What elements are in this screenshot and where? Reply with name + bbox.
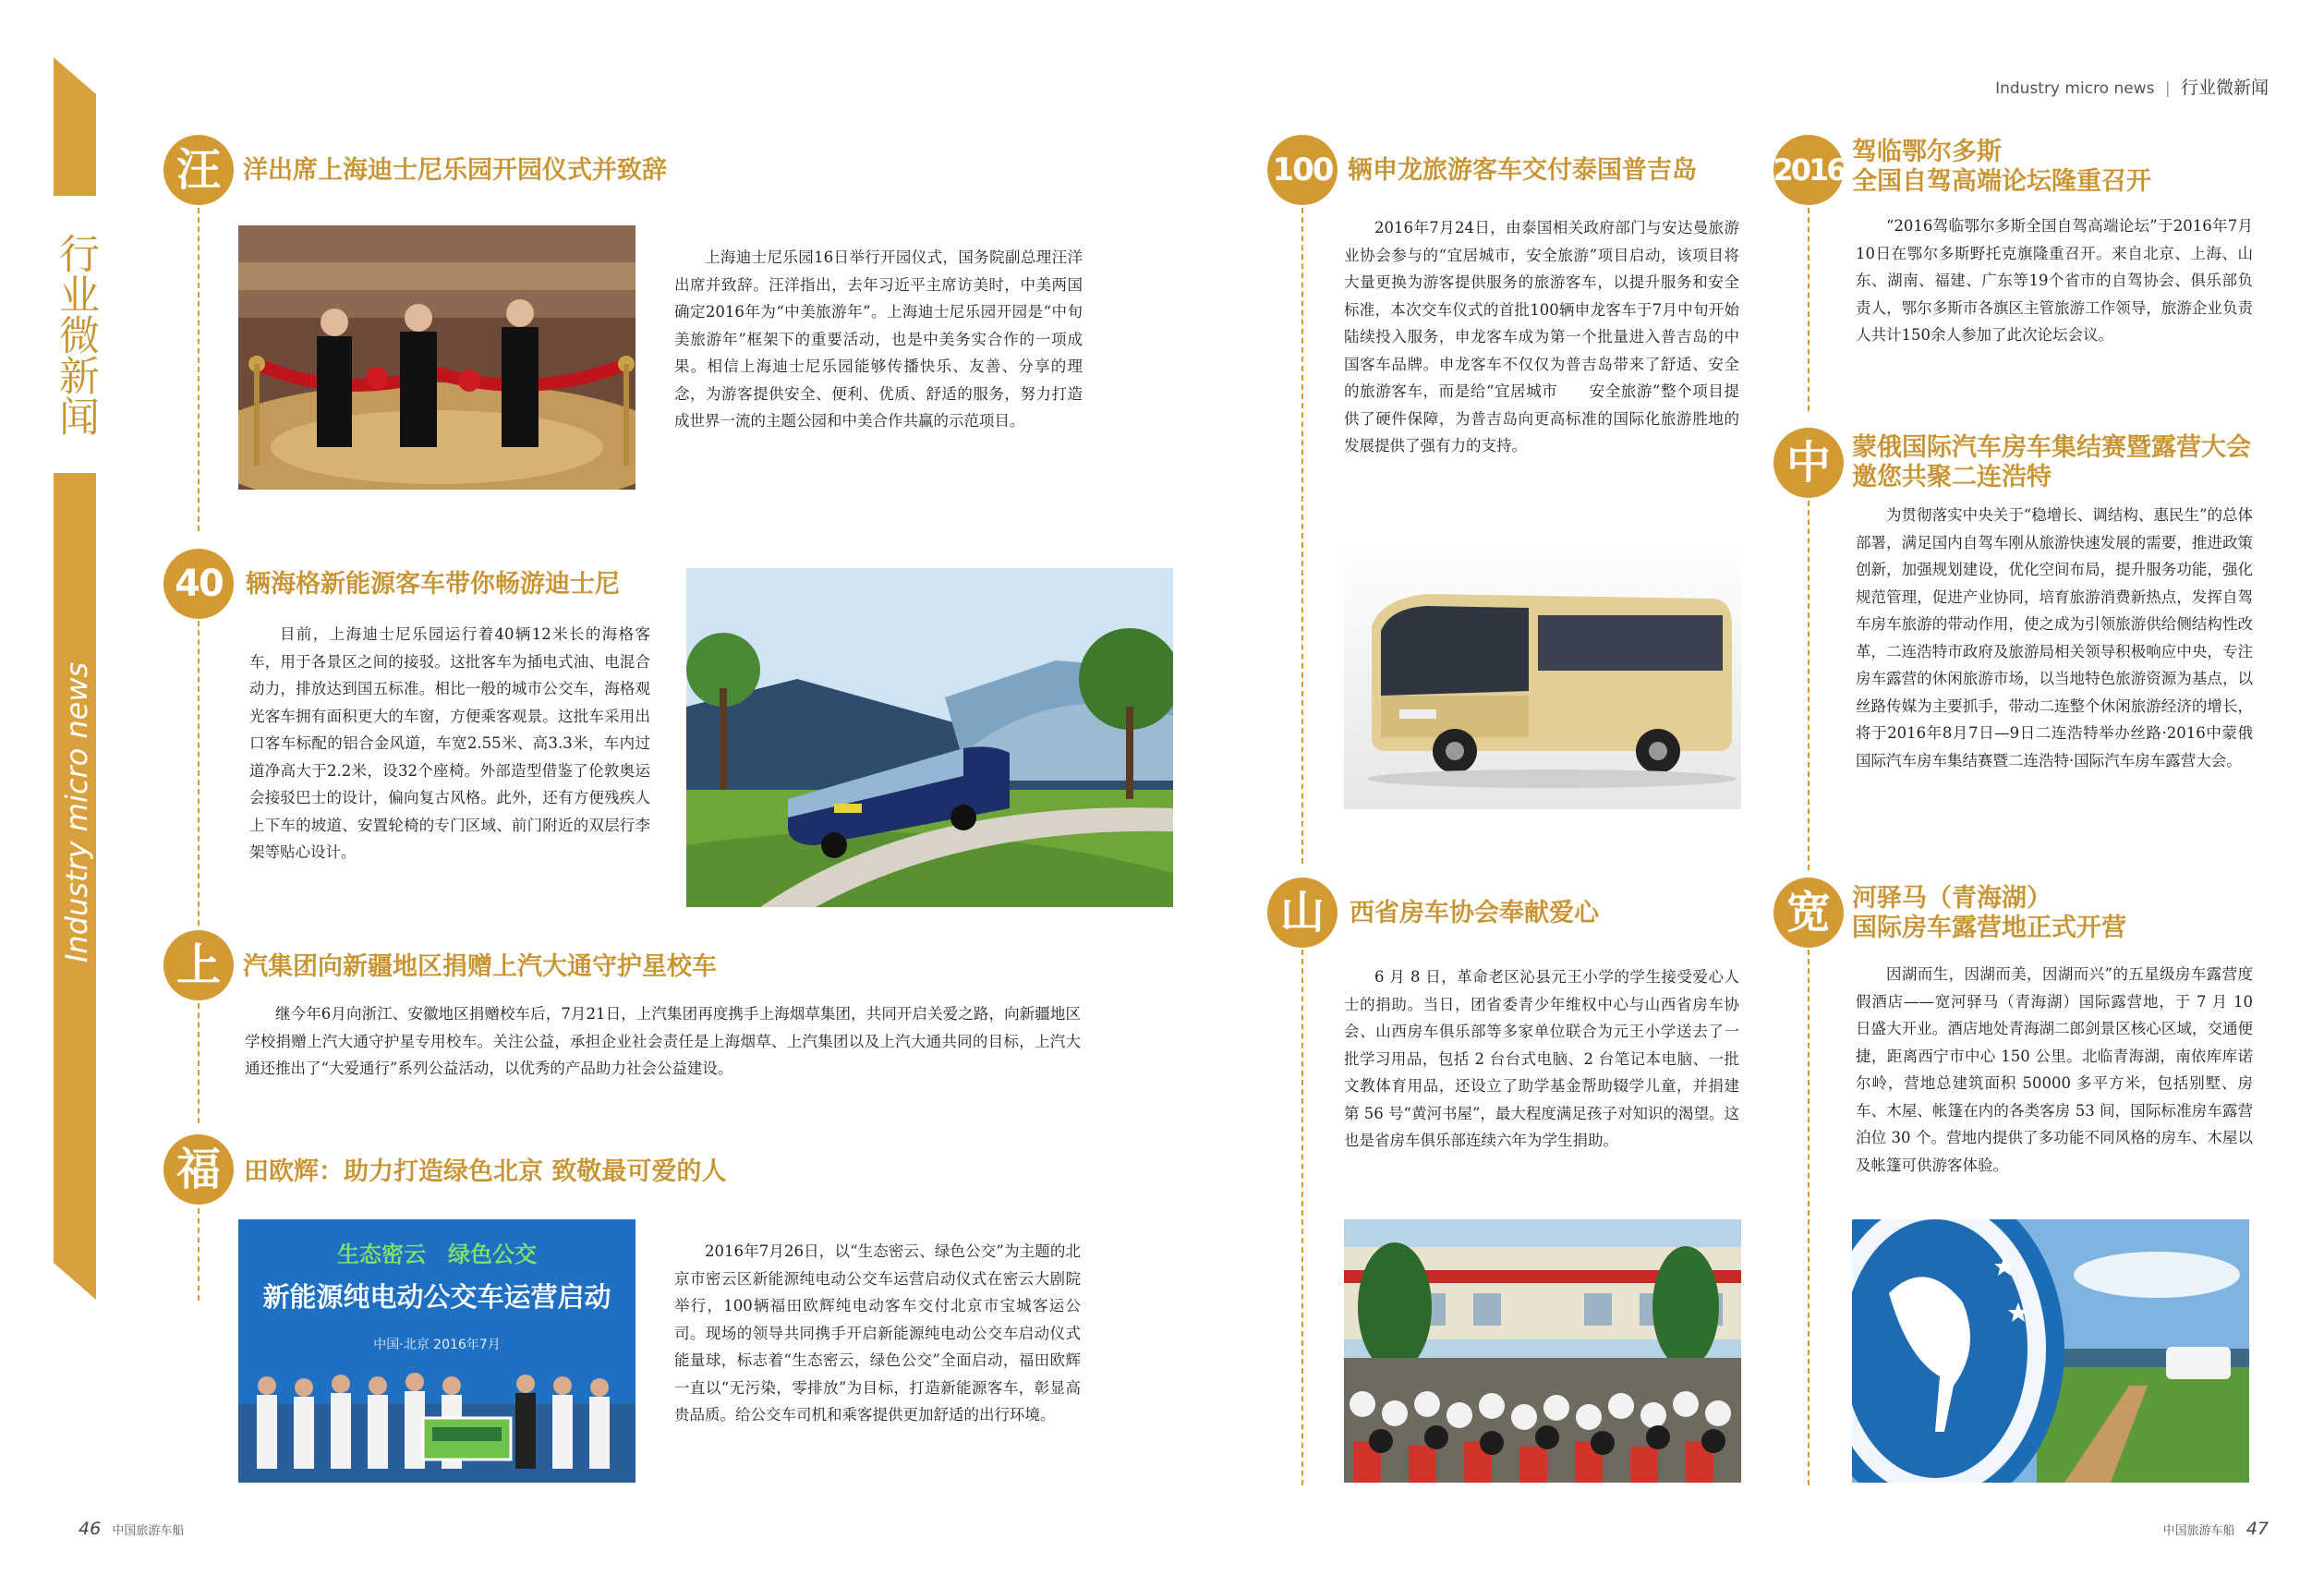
body-a2: 目前，上海迪士尼乐园运行着40辆12米长的海格客车，用于各景区之间的接驳。这批客车为插电式油、电混合动力，排放达到国五标准。相比一般的城市公交车，海格观光客车拥有面积更大的车窗，方便乘客观景。这批车采用出口客车标配的铝合金风道，车宽2.55米、高3.3米，车内过道净高大于2.2米，设32个座椅。外部造型借鉴了伦敦奥运会接驳巴士的设计，偏向复古风格。此外，还有方便残疾人上下车的坡道、安置轮椅的专门区域、前门附近的双层行李架等贴心设计。 — [249, 625, 650, 861]
badge-a2: 40 — [163, 549, 234, 619]
dash-a2 — [198, 621, 200, 926]
title-a7-line2: 全国自驾高端论坛隆重召开 — [1852, 167, 2151, 196]
body-a3: 继今年6月向浙江、安徽地区捐赠校车后，7月21日，上汽集团再度携手上海烟草集团，共同开启关爱之路，向新疆地区学校捐赠上汽大通守护星专用校车。关注公益，承担企业社会责任是上海烟草、上汽集团以及上汽大通共同的目标，上汽大通还推出了“大爱通行”系列公益活动，以优秀的产品助力社会公益建设。 — [245, 1005, 1081, 1077]
dash-a9 — [1808, 950, 1810, 1485]
page-header — [1995, 74, 2269, 99]
title-a4: 田欧辉：助力打造绿色北京 致敬最可爱的人 — [244, 1157, 727, 1186]
title-a5: 辆申龙旅游客车交付泰国普吉岛 — [1348, 156, 1697, 185]
title-a9-line2: 国际房车露营地正式开营 — [1852, 914, 2126, 942]
title-a9-line1: 河驿马（青海湖） — [1852, 884, 2052, 913]
photo-futian-ceremony — [238, 1219, 635, 1483]
badge-a1: 汪 — [163, 135, 234, 205]
banner-line3: 中国·北京 2016年7月 — [373, 1338, 501, 1352]
title-a8-line2: 邀您共聚二连浩特 — [1852, 463, 2052, 491]
body-a7: “2016驾临鄂尔多斯全国自驾高端论坛”于2016年7月10日在鄂尔多斯野托克旗隆重召开。来自北京、上海、山东、湖南、福建、广东等19个省市的自驾协会、俱乐部负责人，鄂尔多斯市各旗区主管旅游工作领导，旅游企业负责人共计150余人参加了此次论坛会议。 — [1856, 217, 2253, 344]
side-tab — [52, 57, 99, 1300]
footer-right-mag: 中国旅游车船 — [2162, 1524, 2235, 1538]
side-tab-title: 行业微新闻 — [50, 196, 100, 473]
photo-haige-bus — [686, 568, 1173, 907]
photo-school-donation — [1344, 1219, 1741, 1483]
banner-line2: 新能源纯电动公交车运营启动 — [262, 1281, 611, 1313]
dash-a6 — [1301, 950, 1303, 1485]
footer-left — [79, 1519, 184, 1539]
title-a8-line1: 蒙俄国际汽车房车集结赛暨露营大会 — [1852, 433, 2251, 462]
title-a6: 西省房车协会奉献爱心 — [1350, 899, 1599, 927]
header-en: Industry micro news — [1995, 79, 2155, 98]
badge-a4: 福 — [163, 1134, 234, 1205]
body-a5: 2016年7月24日，由泰国相关政府部门与安达曼旅游业协会参与的“宜居城市，安全旅游”项目启动，该项目将大量更换为游客提供服务的旅游客车，以提升服务和安全标准，本次交车仪式的首批100辆申龙客车于7月中旬开始陆续投入服务，申龙客车成为第一个批量进入普吉岛的中国客车品牌。申龙客车不仅仅为普吉岛带来了舒适、安全的旅游客车，而是给“宜居城市 安全旅游”整个项目提供了硬件保障，为普吉岛向更高标准的国际化旅游胜地的发展提供了强有力的支持。 — [1344, 219, 1739, 454]
badge-a6: 山 — [1267, 878, 1338, 948]
body-a1: 上海迪士尼乐园16日举行开园仪式，国务院副总理汪洋出席并致辞。汪洋指出，去年习近平主席访美时，中美两国确定2016年为“中美旅游年”。上海迪士尼乐园开园是“中旬美旅游年”框架下的重要活动，也是中美务实合作的一项成果。相信上海迪士尼乐园能够传播快乐、友善、分享的理念，为游客提供安全、便利、优质、舒适的服务，努力打造成世界一流的主题公园和中美合作共赢的示范项目。 — [674, 248, 1083, 430]
page-number-left: 46 — [79, 1519, 102, 1539]
dash-a8 — [1808, 501, 1810, 870]
photo-disney-ribbon — [238, 225, 635, 490]
title-a1: 洋出席上海迪士尼乐园开园仪式并致辞 — [243, 156, 667, 185]
badge-a5: 100 — [1267, 135, 1338, 205]
badge-a7: 2016 — [1773, 135, 1844, 205]
side-tab-subtitle: Industry micro news — [59, 661, 94, 963]
page-number-right: 47 — [2245, 1519, 2269, 1539]
body-a4: 2016年7月26日，以“生态密云、绿色公交”为主题的北京市密云区新能源纯电动公交车运营启动仪式在密云大剧院举行，100辆福田欧辉纯电动客车交付北京市宝城客运公司。现场的领导共同携手开启新能源纯电动公交车启动仪式能量球，标志着“生态密云，绿色公交”全面启动，福田欧辉一直以“无污染，零排放”为目标，打造新能源客车，彰显高贵品质。给公交车司机和乘客提供更加舒适的出行环境。 — [674, 1242, 1081, 1423]
header-zh: 行业微新闻 — [2180, 78, 2269, 98]
dash-a4 — [198, 1208, 200, 1301]
title-a2: 辆海格新能源客车带你畅游迪士尼 — [246, 570, 620, 599]
title-a3: 汽集团向新疆地区捐赠上汽大通守护星校车 — [243, 952, 717, 981]
banner-line1: 生态密云 绿色公交 — [337, 1242, 537, 1267]
dash-a5 — [1301, 208, 1303, 864]
body-a6: 6 月 8 日，革命老区沁县元王小学的学生接受爱心人士的捐助。当日，团省委青少年维权中心与山西省房车协会、山西房车俱乐部等多家单位联合为元王小学送去了一批学习用品，包括 2 台台式电脑、2 台笔记本电脑、一批文教体育用品，还设立了助学基金帮助辍学儿童，并捐建第 56 号“黄河书屋”，最大程度满足孩子对知识的渴望。这也是省房车俱乐部连续六年为学生捐助。 — [1344, 968, 1739, 1149]
dash-a7 — [1808, 208, 1810, 411]
dash-a1 — [198, 208, 200, 531]
badge-a9: 宽 — [1773, 878, 1844, 948]
title-a7-line1: 驾临鄂尔多斯 — [1852, 138, 2002, 166]
body-a9: 因湖而生，因湖而美，因湖而兴”的五星级房车露营度假酒店——宽河驿马（青海湖）国际露营地，于 7 月 10 日盛大开业。酒店地处青海湖二郎剑景区核心区域，交通便捷，距离西宁市中心 150 公里。北临青海湖，南依库库诺尔岭，营地总建筑面积 50000 多平方米，包括别墅、房车、木屋、帐篷在内的各类客房 53 间，国际标准房车露营泊位 30 个。营地内提供了多功能不同风格的房车、木屋以及帐篷可供游客体验。 — [1856, 965, 2253, 1174]
header-sep: | — [2164, 79, 2171, 98]
footer-right — [2163, 1519, 2269, 1539]
badge-a3: 上 — [163, 930, 234, 1000]
dash-a3 — [198, 1003, 200, 1123]
photo-shenlong-bus — [1344, 543, 1741, 809]
body-a8: 为贯彻落实中央关于“稳增长、调结构、惠民生”的总体部署，满足国内自驾车刚从旅游快速发展的需要，推进政策创新，加强规划建设，优化空间布局，提升服务功能，强化规范管理，促进产业协同，培育旅游消费新热点，发挥自驾车房车旅游的带动作用，使之成为引领旅游供给侧结构性改革，二连浩特市政府及旅游局相关领导积极响应中央，专注房车露营的休闲旅游市场，以当地特色旅游资源为基点，以丝路传媒为主要抓手，带动二连整个休闲旅游经济的增长，将于2016年8月7日—9日二连浩特举办丝路·2016中蒙俄国际汽车房车集结赛暨二连浩特·国际汽车房车露营大会。 — [1856, 506, 2253, 769]
footer-left-mag: 中国旅游车船 — [112, 1524, 185, 1538]
photo-qinghai-camp — [1852, 1219, 2249, 1483]
badge-a8: 中 — [1773, 428, 1844, 498]
